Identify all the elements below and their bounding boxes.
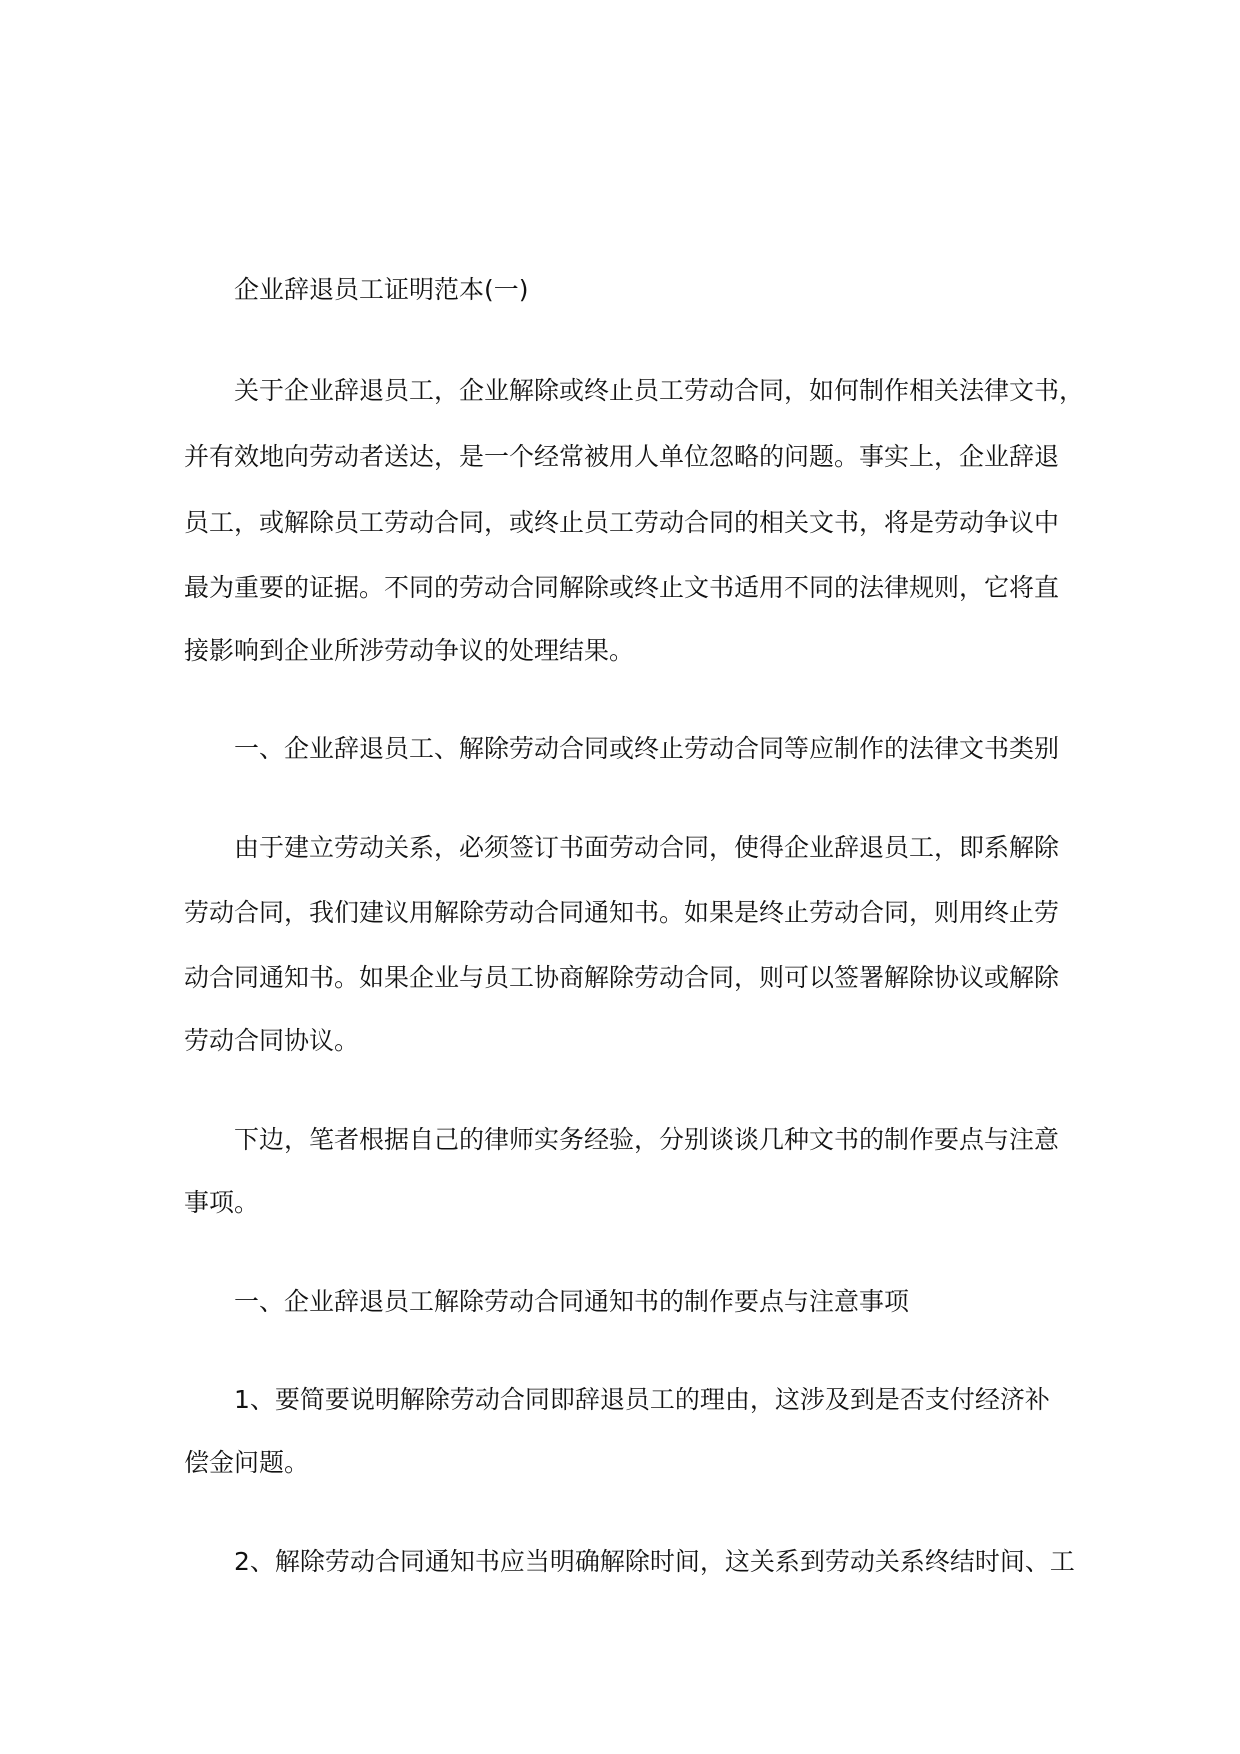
- list-item-1-line-1: 1、要简要说明解除劳动合同即辞退员工的理由，这涉及到是否支付经济补: [234, 1385, 1050, 1414]
- paragraph-2-line-2: 劳动合同，我们建议用解除劳动合同通知书。如果是终止劳动合同，则用终止劳: [184, 898, 1060, 927]
- paragraph-3-line-1: 下边，笔者根据自己的律师实务经验，分别谈谈几种文书的制作要点与注意: [234, 1125, 1060, 1154]
- section-heading-2: 一、企业辞退员工解除劳动合同通知书的制作要点与注意事项: [234, 1287, 910, 1316]
- paragraph-1-line-5: 接影响到企业所涉劳动争议的处理结果。: [184, 636, 635, 665]
- paragraph-2-line-1: 由于建立劳动关系，必须签订书面劳动合同，使得企业辞退员工，即系解除: [234, 833, 1060, 862]
- paragraph-3-line-2: 事项。: [184, 1188, 260, 1217]
- list-item-2-line-1: 2、解除劳动合同通知书应当明确解除时间，这关系到劳动关系终结时间、工: [234, 1547, 1075, 1576]
- paragraph-1-line-2: 并有效地向劳动者送达，是一个经常被用人单位忽略的问题。事实上，企业辞退: [184, 442, 1060, 471]
- paragraph-1-line-3: 员工，或解除员工劳动合同，或终止员工劳动合同的相关文书，将是劳动争议中: [184, 508, 1060, 537]
- section-heading-1: 一、企业辞退员工、解除劳动合同或终止劳动合同等应制作的法律文书类别: [234, 734, 1060, 763]
- list-item-1-line-2: 偿金问题。: [184, 1448, 310, 1477]
- document-title: 企业辞退员工证明范本(一): [234, 275, 529, 304]
- paragraph-1-line-1: 关于企业辞退员工，企业解除或终止员工劳动合同，如何制作相关法律文书，: [234, 376, 1085, 405]
- paragraph-1-line-4: 最为重要的证据。不同的劳动合同解除或终止文书适用不同的法律规则，它将直: [184, 573, 1060, 602]
- paragraph-2-line-4: 劳动合同协议。: [184, 1026, 360, 1055]
- paragraph-2-line-3: 动合同通知书。如果企业与员工协商解除劳动合同，则可以签署解除协议或解除: [184, 963, 1060, 992]
